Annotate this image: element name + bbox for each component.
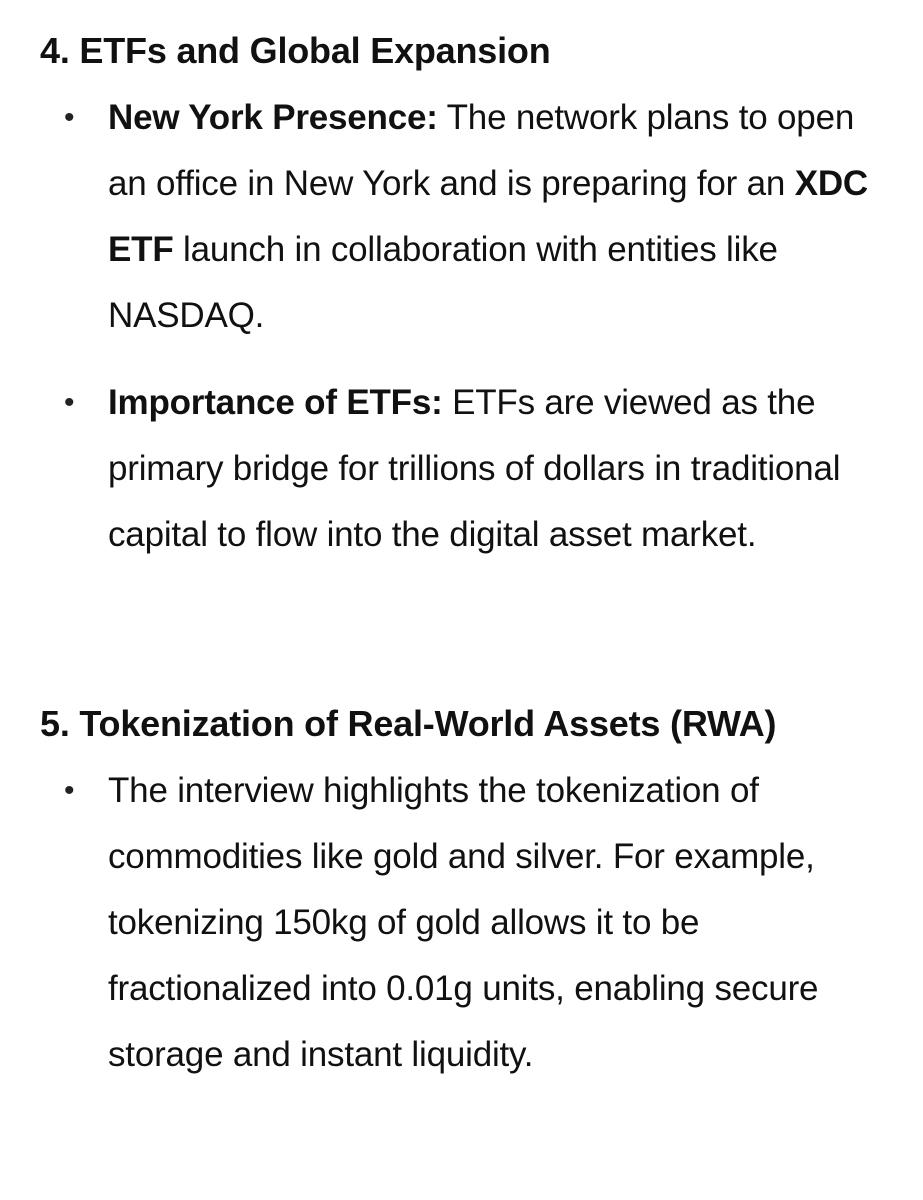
item-text: launch in collaboration with entities like NASDAQ. [108, 230, 778, 335]
item-text: ETFs are viewed as the primary bridge for trillions of dollars in traditional capital to flow into the digital asset market. [108, 383, 841, 554]
item-lead: New York Presence: [108, 98, 438, 137]
bullet: • [64, 386, 75, 419]
item-lead: Importance of ETFs: [108, 383, 443, 422]
section-heading-tokenization: 5. Tokenization of Real-World Assets (RWA) [40, 703, 777, 744]
item-text: The interview highlights the tokenization of commodities like gold and silver. For example, tokenizing 150kg of gold allows it to be fractionalized into 0.01g units, enabling secure storage and instant liquidity. [108, 771, 819, 1074]
bullet: • [64, 774, 75, 807]
list-item-text [108, 370, 898, 568]
item-text: The network plans to open an office in New York and is preparing for an [108, 98, 855, 203]
item-emphasis: XDC ETF [108, 164, 868, 269]
list-item-text [108, 758, 898, 1088]
list-item-text [108, 85, 898, 349]
bullet: • [64, 101, 75, 134]
section-heading-etfs: 4. ETFs and Global Expansion [40, 30, 551, 71]
